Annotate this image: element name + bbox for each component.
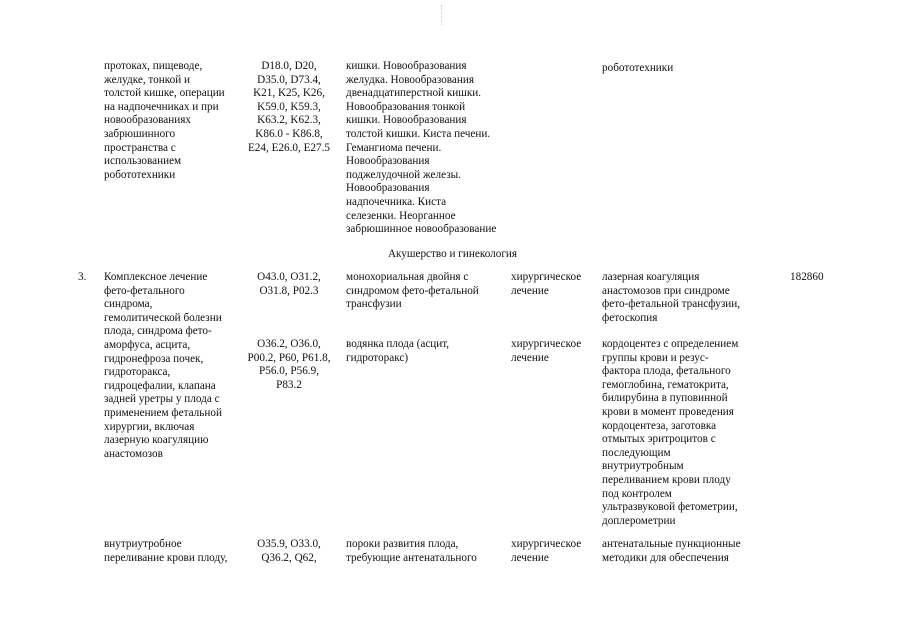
- treatment-type: хирургическое лечение: [511, 271, 582, 297]
- patient-model: кишки. Новообразования желудка. Новообразования двенадцатиперстной кишки. Новообразования тонкой кишки. Новообразования толстой кишки. Киста печени. Гемангиома печени. Новообразования поджелудочной железы. Новообразования надпочечника. Киста селезенки. Неорганное забрюшинное новообразование: [346, 60, 497, 236]
- treatment-type: хирургическое лечение: [511, 338, 582, 364]
- care-type-name: внутриутробное переливание крови плоду,: [104, 538, 228, 564]
- patient-model: монохориальная двойня с синдромом фето-фетальной трансфузии: [346, 271, 479, 311]
- treatment-method: робототехники: [602, 62, 674, 74]
- icd-codes: O36.2, O36.0, P00.2, P60, P61.8, P56.0, P56.9, P83.2: [247, 338, 331, 391]
- funding-amount: 182860: [790, 271, 824, 283]
- icd-codes: O43.0, O31.2, O31.8, P02.3: [257, 271, 321, 297]
- item-number: 3.: [78, 271, 87, 283]
- treatment-method: антенатальные пункционные методики для обеспечения: [602, 538, 741, 564]
- treatment-method: кордоцентез с определением группы крови и резус- фактора плода, фетального гемоглобина, гематокрита, билирубина в пуповинной крови в момент проведения кордоцентеза, заготовка отмытых эритроцитов с последующим внутриутробным переливанием крови плоду под контролем ультразвуковой фетометрии, доплерометрии: [602, 338, 739, 527]
- care-type-name: протоках, пищеводе, желудке, тонкой и толстой кишке, операции на надпочечниках и при новообразованиях забрюшинного пространства с использованием робототехники: [104, 60, 225, 181]
- patient-model: пороки развития плода, требующие антенатального: [346, 538, 477, 564]
- treatment-method: лазерная коагуляция анастомозов при синдроме фето-фетальной трансфузии, фетоскопия: [602, 271, 741, 324]
- icd-codes: O35.9, O33.0, Q36.2, Q62,: [257, 538, 321, 564]
- page-fold-mark: [441, 5, 442, 25]
- treatment-type: хирургическое лечение: [511, 538, 582, 564]
- patient-model: водянка плода (асцит, гидроторакс): [346, 338, 450, 364]
- section-heading: Акушерство и гинекология: [387, 248, 518, 260]
- icd-codes: D18.0, D20, D35.0, D73.4, K21, K25, K26, K59.0, K59.3, K63.2, K62.3, K86.0 - K86.8, E24, E26.0, E27.5: [247, 60, 331, 154]
- care-type-name: Комплексное лечение фето-фетального синдрома, гемолитической болезни плода, синдрома фето- аморфуса, асцита, гидронефроза почек, гидроторакса, гидроцефалии, клапана задней уретры у плода с применением фетальной хирургии, включая лазерную коагуляцию анастомозов: [104, 271, 222, 460]
